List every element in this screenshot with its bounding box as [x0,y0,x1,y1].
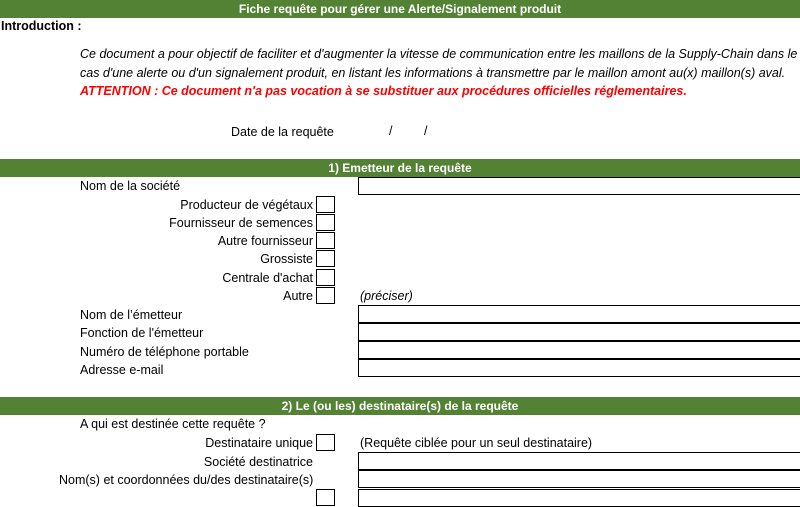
company-name-field[interactable] [358,177,800,195]
email-label: Adresse e-mail [80,363,164,377]
date-separator-1: / [389,124,393,138]
recipient-contacts-field[interactable] [358,470,800,488]
section-1-header: 1) Emetteur de la requête [0,159,800,177]
recipient-company-field[interactable] [358,452,800,470]
document-title: Fiche requête pour gérer une Alerte/Signalement produit [0,0,800,18]
type-label-producer: Producteur de végétaux [180,198,313,212]
next-row-field[interactable] [358,489,800,507]
section-2-header: 2) Le (ou les) destinataire(s) de la requête [0,397,800,415]
emitter-function-field[interactable] [358,323,800,341]
emitter-name-field[interactable] [358,305,800,323]
email-field[interactable] [358,359,800,377]
type-label-other-supplier: Autre fournisseur [217,234,313,248]
mobile-phone-label: Numéro de téléphone portable [80,345,249,359]
emitter-name-label: Nom de l’émetteur [80,308,183,322]
type-label-other: Autre [283,289,313,303]
unique-recipient-label: Destinataire unique [205,436,313,450]
intro-heading: Introduction : [1,19,82,33]
date-separator-2: / [424,124,428,138]
checkbox-wholesaler[interactable] [316,250,335,267]
checkbox-next-row[interactable] [316,489,335,506]
checkbox-purchasing-center[interactable] [316,269,335,286]
type-label-purchasing-center: Centrale d'achat [222,271,313,285]
checkbox-other[interactable] [316,287,335,304]
mobile-phone-field[interactable] [358,341,800,359]
recipient-contacts-label: Nom(s) et coordonnées du/des destinataire(s) [59,473,314,487]
intro-line-1: Ce document a pour objectif de faciliter et d'augmenter la vitesse de communication entre les maillons de la Supply-Chain dans le [80,47,798,61]
checkbox-unique-recipient[interactable] [316,434,335,451]
recipient-question: A qui est destinée cette requête ? [80,417,266,431]
other-specify-note: (préciser) [360,289,413,303]
type-label-seed-supplier: Fournisseur de semences [169,216,313,230]
checkbox-producer[interactable] [316,196,335,213]
recipient-company-label: Société destinatrice [203,455,313,469]
checkbox-seed-supplier[interactable] [316,214,335,231]
attention-notice: ATTENTION : Ce document n'a pas vocation à se substituer aux procédures officielles réglementaires. [80,84,687,98]
type-label-wholesaler: Grossiste [260,252,313,266]
company-name-label: Nom de la société [80,179,181,193]
checkbox-other-supplier[interactable] [316,232,335,249]
emitter-function-label: Fonction de l'émetteur [80,326,204,340]
unique-recipient-note: (Requête ciblée pour un seul destinataire) [360,436,593,450]
intro-line-2: cas d'une alerte ou d'un signalement produit, en listant les informations à transmettre par le maillon amont au(x) maillon(s) aval. [80,66,786,80]
date-label: Date de la requête [231,125,334,139]
